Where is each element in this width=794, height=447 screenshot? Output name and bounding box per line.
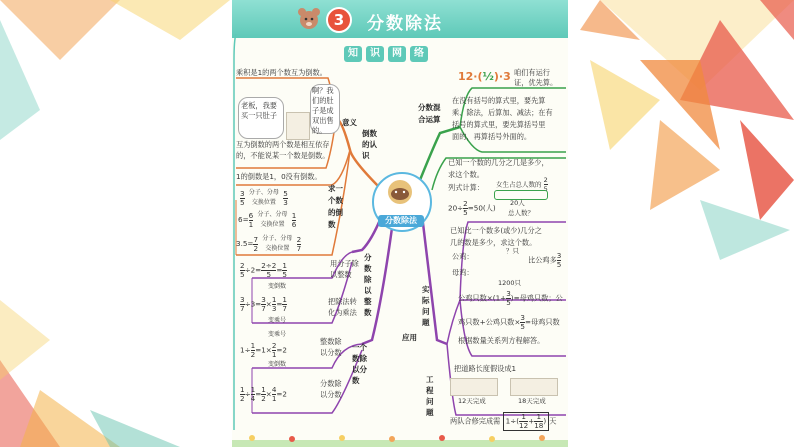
- section-title-char: 网: [388, 46, 406, 62]
- problem-type-2-line-1: 已知比一个数多(或少)几分之: [450, 226, 542, 235]
- equation-1-text: 公鸡只数×(1+: [458, 293, 507, 303]
- branch-divide-by-fraction: 一个数除以分数: [352, 343, 367, 385]
- hen-label: 母鸡：: [452, 268, 474, 277]
- interdependence-line-2: 的，不能说某一个数是倒数。: [236, 151, 330, 160]
- engineering-equation-tail: 天: [549, 416, 557, 426]
- rule-convert-to-multiply: 把除法转化为乘法: [328, 297, 357, 317]
- tree-cow-icon: [374, 174, 426, 214]
- branch-mixed-operations: 分数混合运算: [418, 103, 441, 124]
- flower-border: [232, 430, 568, 447]
- equation-1-tail: )=母鸡只数；公: [510, 293, 563, 303]
- problem-type-1-line-1: 已知一个数的几分之几是多少，: [448, 158, 549, 167]
- team-b-days: 18天完成: [518, 397, 546, 405]
- page-title: 分数除法: [367, 14, 443, 34]
- divide-int-example-2: $\frac{3}{7}$ ÷3= $\frac{3}{7}$ × $\frac{1}{3}$ = $\frac{1}{7}$: [240, 295, 287, 313]
- branch-application: 应用: [402, 333, 417, 342]
- dialog-left: 老板，我要买一只肚子: [241, 101, 277, 120]
- reciprocal-example-3: 3.5= $\frac{7}{2}$ 分子、分母 交换位置 $\frac{2}{7}$: [236, 234, 302, 253]
- rule-fraction-divide-fraction: 分数除以分数: [320, 379, 342, 399]
- equation-line-3: 根据数量关系列方程解答。: [458, 336, 545, 345]
- equation-2-text: 鸡只数+公鸡只数×: [458, 317, 521, 327]
- rooster-label: 公鸡：: [452, 252, 474, 261]
- question-label: 总人数？: [508, 209, 534, 217]
- dialog-right: 啊？我们的肚子是成双出售的。: [312, 86, 334, 135]
- mixed-ops-illustration: 12·(½)·3: [458, 70, 511, 83]
- shop-owner-image: [286, 112, 310, 140]
- engineering-problems-label: 工程问题: [426, 375, 434, 417]
- engineering-equation-text: 两队合修完成需: [450, 416, 501, 426]
- team-a-image: [450, 378, 498, 396]
- swap-note-top: 分子、分母: [257, 211, 288, 218]
- formula-expression: 20÷ $\frac{2}{5}$ =50(人): [448, 199, 496, 217]
- priority-note: 咱们有运行证，优先算。: [514, 68, 558, 87]
- total-label: 1200只: [498, 279, 522, 287]
- zhi-label: ？只: [506, 247, 519, 255]
- reciprocal-example-2: 6= $\frac{6}{1}$ 分子、分母 交换位置 $\frac{1}{6}$: [238, 210, 297, 229]
- practical-problems-label: 实际问题: [422, 285, 430, 327]
- mixed-rule-line-3: 括号的算式里，要先算括号里: [452, 120, 546, 129]
- more-than-text: 比公鸡多: [528, 255, 557, 265]
- equation-2-tail: =母鸡只数: [524, 317, 560, 327]
- swap-note-top: 分子、分母: [248, 189, 279, 196]
- team-a-days: 12天完成: [458, 397, 486, 405]
- reciprocal-example-1: $\frac{3}{5}$ 分子、分母 交换位置 $\frac{5}{3}$: [240, 188, 288, 207]
- swap-note-bottom: 交换位置: [251, 199, 276, 206]
- find-reciprocal-label: 求一个数的倒数: [328, 184, 343, 229]
- team-b-image: [510, 378, 558, 396]
- special-reciprocal: 1的倒数是1，0没有倒数。: [236, 172, 322, 181]
- mixed-rule-line-2: 乘、除法，后算加、减法；在有: [452, 108, 553, 117]
- swap-note-top: 分子、分母: [262, 235, 293, 242]
- reciprocal-definition: 乘积是1的两个数互为倒数。: [236, 68, 327, 77]
- section-title-char: 知: [344, 46, 362, 62]
- swap-note-bottom: 交换位置: [260, 221, 285, 228]
- problem-type-1-line-2: 求这个数。: [448, 170, 484, 179]
- change-divisor-note-2: 变倒数: [268, 361, 287, 368]
- divide-int-example-1: $\frac{2}{5}$ ÷2= $\frac{2\div 2}{5}$ = $\frac{1}{5}$: [240, 261, 287, 279]
- swap-note-bottom: 交换位置: [265, 245, 290, 252]
- more-than-label: 比公鸡多 $\frac{3}{5}$: [528, 251, 562, 269]
- chapter-number: 3: [326, 7, 352, 33]
- equation-line-2: 鸡只数+公鸡只数× $\frac{3}{5}$ =母鸡只数: [458, 313, 560, 331]
- divide-fraction-example-2: $\frac{1}{2}$ ÷ $\frac{1}{4}$ = $\frac{1}{2}$ × $\frac{4}{1}$ =2: [240, 385, 288, 403]
- change-divisor-note: 变倒数: [268, 283, 287, 290]
- meaning-label: 意义: [342, 118, 357, 127]
- girls-note-text: 女生占总人数的: [496, 180, 542, 189]
- branch-divide-by-integer: 分数除以整数: [364, 253, 372, 317]
- rule-integer-divide-fraction: 整数除以分数: [320, 337, 342, 357]
- mixed-rule-line-1: 在没有括号的算式里，要先算: [452, 96, 546, 105]
- road-assumption: 把道路长度假设成1: [454, 364, 517, 373]
- formula-label: 列式计算：: [448, 183, 484, 192]
- engineering-equation: 两队合修完成需 1÷( $\frac{1}{12}$ + $\frac{1}{18}$ ) 天: [450, 412, 557, 430]
- equation-line-1: 公鸡只数×(1+ $\frac{3}{5}$ )=母鸡只数；公: [458, 289, 563, 307]
- divide-fraction-example-1: 1÷ $\frac{1}{2}$ =1× $\frac{2}{1}$ =2: [240, 341, 287, 359]
- change-operator-note-2: 变乘号: [268, 331, 287, 338]
- section-title-char: 络: [410, 46, 428, 62]
- section-title-char: 识: [366, 46, 384, 62]
- problem-type-2-line-2: 几的数是多少，求这个数。: [450, 238, 537, 247]
- interdependence-line-1: 互为倒数的两个数是相互依存: [236, 140, 330, 149]
- change-operator-note: 变乘号: [268, 317, 287, 324]
- knowledge-sheet: [232, 0, 568, 447]
- branch-reciprocal: 倒数的认识: [362, 129, 377, 160]
- rule-numerator-divide: 用分子除以整数: [330, 259, 359, 279]
- formula-result: =50(人): [467, 203, 496, 213]
- people-label: 20人: [510, 199, 525, 207]
- center-node-label: 分数除法: [378, 215, 424, 227]
- girls-fraction-note: 女生占总人数的 $\frac{2}{5}$: [496, 176, 548, 193]
- mixed-rule-line-4: 面的，再算括号外面的。: [452, 132, 532, 141]
